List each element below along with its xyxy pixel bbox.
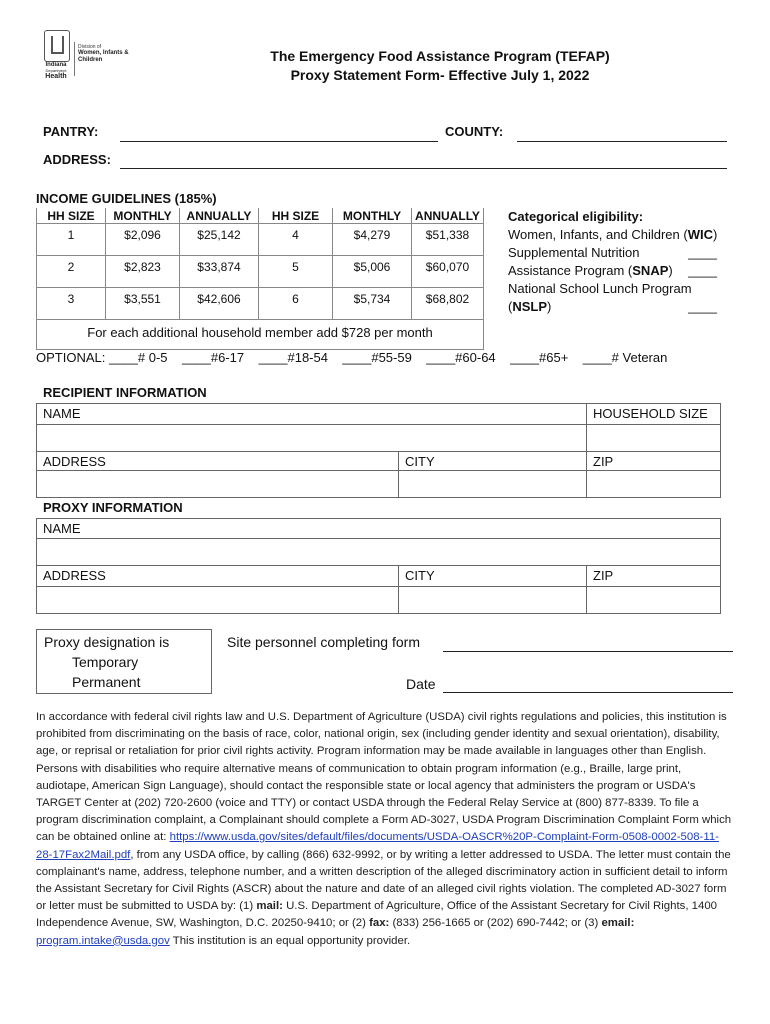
table-cell: $3,551 xyxy=(106,288,180,320)
nondiscrimination-statement xyxy=(36,709,734,950)
snap-blank[interactable]: ____ xyxy=(688,263,717,278)
optional-age-counts[interactable]: OPTIONAL: ____# 0-5 ____#6-17 ____#18-54 ____#55-59 ____#60-64 ____#65+ ____# Veteran xyxy=(36,350,668,365)
division-logo-text xyxy=(78,44,129,64)
statement-part-3: U.S. Department of Agriculture, Office of the Assistant Secretary for Civil Rights, 1400 Independence Avenue, SW, Washington, D.C. 20250-9410; or (2) xyxy=(36,900,717,930)
permanent-option[interactable]: Permanent xyxy=(72,674,141,690)
eligibility-nslp xyxy=(508,280,723,316)
wic-blank[interactable]: ____ xyxy=(688,245,717,260)
table-cell: $25,142 xyxy=(180,224,259,256)
col-monthly: MONTHLY xyxy=(106,208,180,224)
recipient-household-size-field[interactable] xyxy=(586,424,721,452)
table-cell: $5,006 xyxy=(333,256,412,288)
table-cell: 4 xyxy=(259,224,333,256)
table-cell: 5 xyxy=(259,256,333,288)
proxy-name-label: NAME xyxy=(36,518,721,539)
county-field[interactable] xyxy=(517,141,727,142)
table-cell: $4,279 xyxy=(333,224,412,256)
income-header-row xyxy=(37,208,484,224)
address-label: ADDRESS: xyxy=(43,152,111,167)
table-row xyxy=(37,224,484,256)
table-row xyxy=(37,256,484,288)
temporary-option[interactable]: Temporary xyxy=(72,654,139,670)
site-personnel-label: Site personnel completing form xyxy=(227,634,420,650)
wic-close: ) xyxy=(712,227,718,242)
recipient-address-field[interactable] xyxy=(36,470,399,498)
statement-part-5: This institution is an equal opportunity provider. xyxy=(169,934,411,947)
recipient-name-field[interactable] xyxy=(36,424,587,452)
col-annually: ANNUALLY xyxy=(412,208,484,224)
complaint-form-link[interactable]: https://www.usda.gov/sites/default/files/documents/USDA-OASCR%20P-Complaint-Form-0508-0002-508-11-28-17Fax2Mail.pdf xyxy=(36,831,719,861)
form-title: The Emergency Food Assistance Program (TEFAP) xyxy=(270,48,610,64)
email-link[interactable]: program.intake@usda.gov xyxy=(36,934,170,947)
proxy-address-field[interactable] xyxy=(36,586,399,614)
statement-part-2: , from any USDA office, by calling (866) 632-9992, or by writing a letter addressed to USDA. The letter must contain the complainant's name, address, telephone number, and a written description of the alleged discriminatory action in sufficient detail to inform the Assistant Secretary for Civil Rights (ASCR) about the nature and date of an alleged civil rights violation. The completed AD-3027 form or letter must be submitted to USDA by: (1) xyxy=(36,848,731,913)
pantry-field[interactable] xyxy=(120,141,438,142)
recipient-name-label: NAME xyxy=(36,403,587,425)
table-cell: 2 xyxy=(37,256,106,288)
date-label: Date xyxy=(406,676,436,692)
mail-label: mail: xyxy=(256,900,283,913)
pantry-label: PANTRY: xyxy=(43,124,99,139)
recipient-city-field[interactable] xyxy=(398,470,587,498)
state-line-1: Indiana xyxy=(45,62,67,68)
recipient-address-label: ADDRESS xyxy=(36,451,399,471)
statement-part-4: (833) 256-1665 or (202) 690-7442; or (3) xyxy=(389,917,602,930)
snap-text: Supplemental Nutrition Assistance Program ( xyxy=(508,245,640,278)
snap-close: ) xyxy=(668,263,673,278)
fax-label: fax: xyxy=(369,917,390,930)
nslp-code: NSLP xyxy=(512,299,548,314)
state-line-3: Health xyxy=(45,73,67,80)
proxy-name-field[interactable] xyxy=(36,538,721,566)
proxy-city-field[interactable] xyxy=(398,586,587,614)
categorical-eligibility xyxy=(508,208,723,316)
recipient-zip-label: ZIP xyxy=(586,451,721,471)
logo-divider xyxy=(74,42,75,76)
date-field[interactable] xyxy=(443,692,733,693)
table-cell: $33,874 xyxy=(180,256,259,288)
nslp-text: National School Lunch Program ( xyxy=(508,281,692,314)
county-label: COUNTY: xyxy=(445,124,504,139)
col-monthly: MONTHLY xyxy=(333,208,412,224)
eligibility-heading: Categorical eligibility: xyxy=(508,209,644,224)
col-hh-size: HH SIZE xyxy=(37,208,106,224)
agency-name xyxy=(38,62,74,81)
division-of: Division of xyxy=(78,44,102,50)
address-field[interactable] xyxy=(120,168,727,169)
form-subtitle: Proxy Statement Form- Effective July 1, 2022 xyxy=(290,67,590,83)
nslp-blank[interactable]: ____ xyxy=(688,299,717,314)
recipient-zip-field[interactable] xyxy=(586,470,721,498)
proxy-designation-box xyxy=(36,629,212,694)
eligibility-wic xyxy=(508,226,723,260)
indiana-state-icon xyxy=(44,30,70,62)
table-cell: $68,802 xyxy=(412,288,484,320)
snap-code: SNAP xyxy=(632,263,669,278)
col-hh-size: HH SIZE xyxy=(259,208,333,224)
wic-text: Women, Infants, and Children ( xyxy=(508,227,688,242)
state-line-2: Department xyxy=(45,68,67,73)
table-cell: 6 xyxy=(259,288,333,320)
site-personnel-field[interactable] xyxy=(443,651,733,652)
email-label: email: xyxy=(601,917,635,930)
table-cell: $2,823 xyxy=(106,256,180,288)
recipient-city-label: CITY xyxy=(398,451,587,471)
program-line-1: Women, Infants & xyxy=(78,50,129,56)
statement-part-1: In accordance with federal civil rights law and U.S. Department of Agriculture (USDA) civil rights regulations and policies, this institution is prohibited from discriminating on the basis of race, color, national origin, sex (including gender identity and sexual orientation), disability, age, or reprisal or retaliation for prior civil rights activity. Program information may be made available in languages other than English. Persons with disabilities who require alternative means of communication to obtain program information (e.g., Braille, large print, audiotape, American Sign Language), should contact the responsible state or local agency that administers the program or USDA's TARGET Center at (202) 720-2600 (voice and TTY) or contact USDA through the Federal Relay Service at (800) 877-8339. To file a program discrimination complaint, a Complainant should complete a Form AD-3027, USDA Program Discrimination Complaint Form which can be obtained online at: xyxy=(36,711,732,844)
additional-member-note: For each additional household member add $728 per month xyxy=(37,320,484,350)
income-heading: INCOME GUIDELINES (185%) xyxy=(36,191,217,206)
table-cell: $5,734 xyxy=(333,288,412,320)
col-annually: ANNUALLY xyxy=(180,208,259,224)
income-table xyxy=(36,208,484,350)
proxy-address-label: ADDRESS xyxy=(36,565,399,587)
proxy-zip-label: ZIP xyxy=(586,565,721,587)
nslp-close: ) xyxy=(547,299,552,314)
table-cell: $51,338 xyxy=(412,224,484,256)
table-cell: 3 xyxy=(37,288,106,320)
wic-code: WIC xyxy=(687,227,713,242)
recipient-household-size-label: HOUSEHOLD SIZE xyxy=(586,403,721,425)
proxy-designation-label: Proxy designation is xyxy=(44,634,170,650)
table-footer-row xyxy=(37,320,484,350)
proxy-zip-field[interactable] xyxy=(586,586,721,614)
table-cell: $42,606 xyxy=(180,288,259,320)
proxy-heading: PROXY INFORMATION xyxy=(43,500,183,515)
recipient-heading: RECIPIENT INFORMATION xyxy=(43,385,207,400)
table-cell: $2,096 xyxy=(106,224,180,256)
proxy-city-label: CITY xyxy=(398,565,587,587)
table-cell: $60,070 xyxy=(412,256,484,288)
table-row xyxy=(37,288,484,320)
table-cell: 1 xyxy=(37,224,106,256)
program-line-2: Children xyxy=(78,57,103,63)
